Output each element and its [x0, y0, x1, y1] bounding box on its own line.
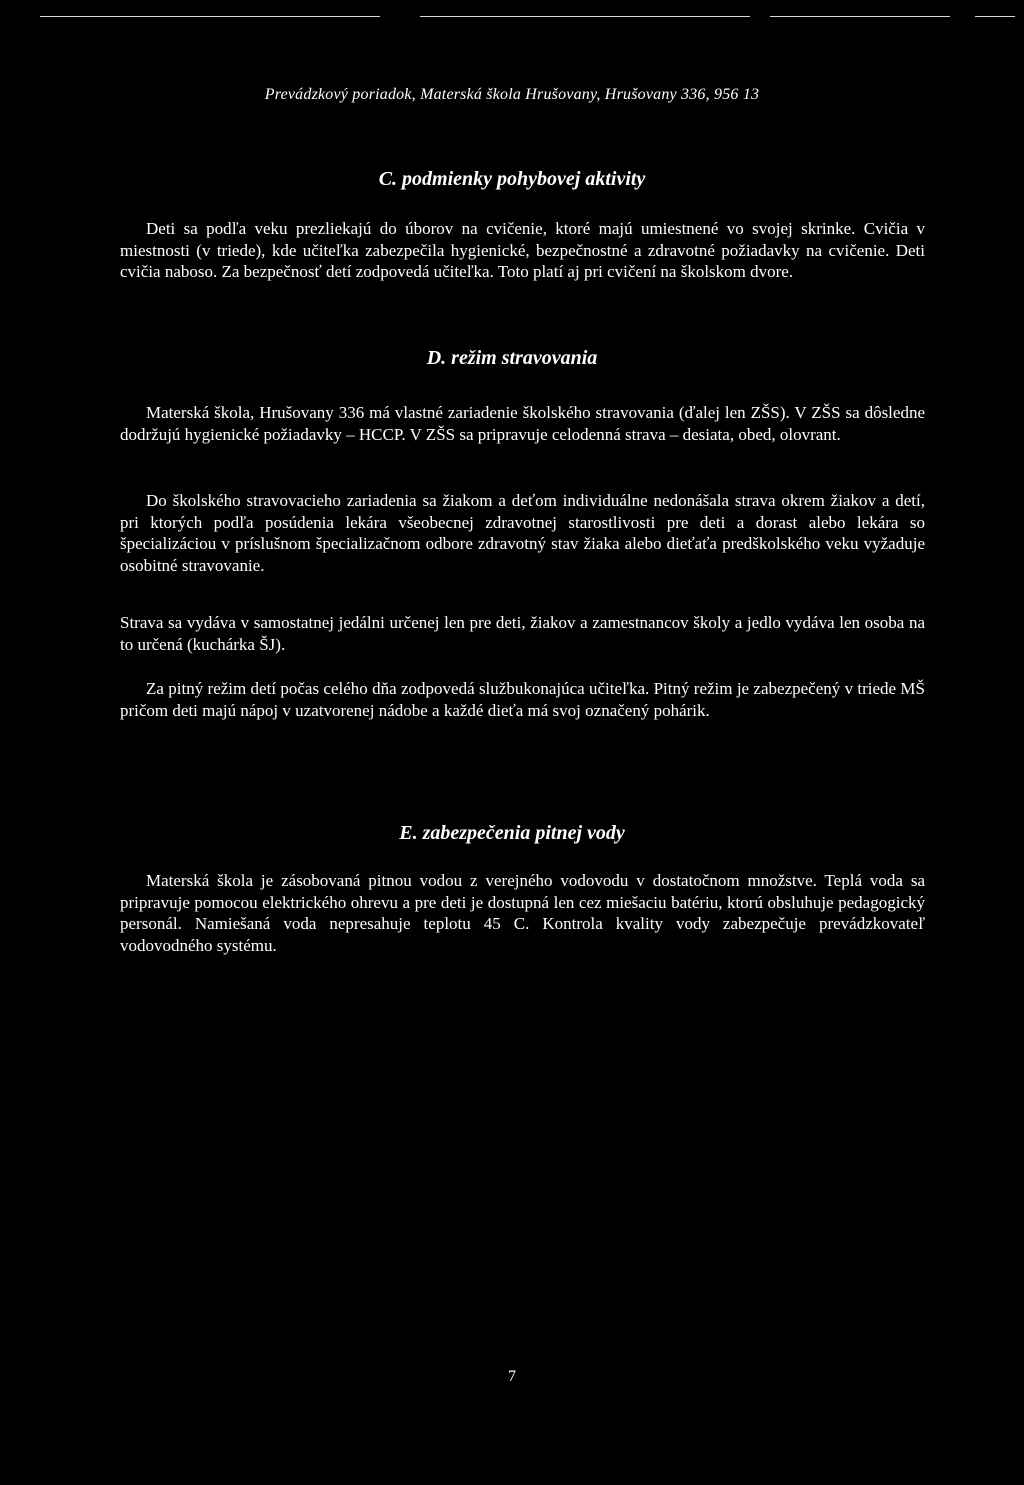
section-c-heading	[0, 168, 1024, 191]
section-e-prefix: E.	[399, 822, 418, 844]
section-c-prefix: C.	[378, 168, 398, 190]
section-d-title: režim stravovania	[451, 347, 598, 369]
top-rule	[975, 16, 1015, 17]
section-d-paragraph-2: Do školského stravovacieho zariadenia sa žiakom a deťom individuálne nedonášala strava okrem žiakov a detí, pri ktorých podľa posúdenia lekára všeobecnej zdravotnej starostlivosti pre deti a dorast alebo lekára so špecializáciou v príslušnom špecializačnom odbore zdravotný stav žiaka alebo dieťaťa predškolského veku vyžaduje osobitné stravovanie.	[120, 491, 925, 575]
section-c-title: podmienky pohybovej aktivity	[402, 168, 646, 190]
top-rule	[770, 16, 950, 17]
top-rule	[420, 16, 750, 17]
section-e-paragraph: Materská škola je zásobovaná pitnou vodou z verejného vodovodu v dostatočnom množstve. Teplá voda sa pripravuje pomocou elektrického ohrevu a pre deti je dostupná len cez miešaciu batériu, ktorú obsluhuje pedagogický personál. Namiešaná voda nepresahuje teplotu 45 C. Kontrola kvality vody zabezpečuje prevádzkovateľ vodovodného systému.	[120, 871, 925, 955]
section-d-paragraph-3: Strava sa vydáva v samostatnej jedálni určenej len pre deti, žiakov a zamestnancov školy a jedlo vydáva len osoba na to určená (kuchárka ŠJ).	[120, 613, 925, 654]
section-d-heading	[0, 347, 1024, 370]
section-e-heading	[0, 822, 1024, 845]
section-d-paragraph-1: Materská škola, Hrušovany 336 má vlastné zariadenie školského stravovania (ďalej len ZŠS). V ZŠS sa dôsledne dodržujú hygienické požiadavky – HCCP. V ZŠS sa pripravuje celodenná strava – desiata, obed, olovrant.	[120, 403, 925, 444]
page-number: 7	[508, 1368, 516, 1385]
section-e-title: zabezpečenia pitnej vody	[422, 822, 625, 844]
section-d-prefix: D.	[426, 347, 447, 369]
document-header: Prevádzkový poriadok, Materská škola Hrušovany, Hrušovany 336, 956 13	[264, 86, 760, 103]
top-rule	[40, 16, 380, 17]
section-d-paragraph-4: Za pitný režim detí počas celého dňa zodpovedá službukonajúca učiteľka. Pitný režim je zabezpečený v triede MŠ pričom deti majú nápoj v uzatvorenej nádobe a každé dieťa má svoj označený pohárik.	[120, 679, 925, 720]
section-c-paragraph: Deti sa podľa veku prezliekajú do úborov na cvičenie, ktoré majú umiestnené vo svojej skrinke. Cvičia v miestnosti (v triede), kde učiteľka zabezpečila hygienické, bezpečnostné a zdravotné požiadavky na cvičenie. Deti cvičia naboso. Za bezpečnosť detí zodpovedá učiteľka. Toto platí aj pri cvičení na školskom dvore.	[120, 219, 925, 281]
